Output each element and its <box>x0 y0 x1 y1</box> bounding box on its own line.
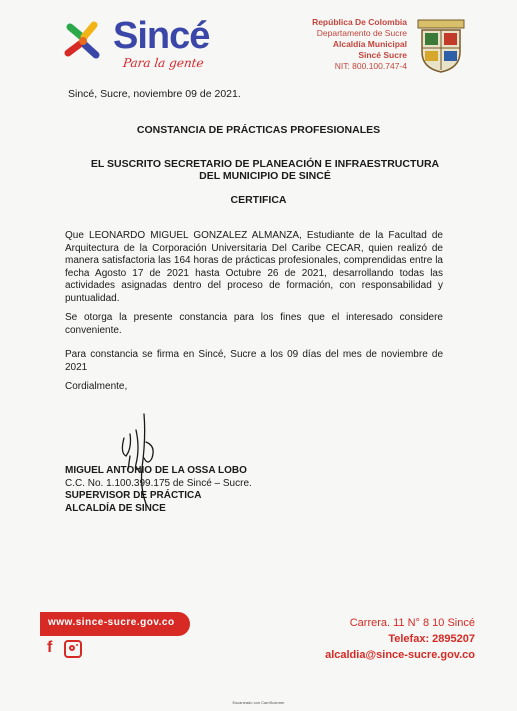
signature-block <box>65 465 252 515</box>
issuer-heading: EL SUSCRITO SECRETARIO DE PLANEACIÓN E INFRAESTRUCTURA DEL MUNICIPIO DE SINCÉ <box>90 158 440 182</box>
institution-header <box>312 17 407 72</box>
institution-line: Alcaldía Municipal <box>332 39 407 49</box>
website-link[interactable]: www.since-sucre.gov.co <box>48 617 175 628</box>
closing-text: Cordialmente, <box>65 381 128 392</box>
instagram-icon[interactable] <box>64 640 82 658</box>
footer-phone: Telefax: 2895207 <box>388 633 475 645</box>
signatory-office: ALCALDÍA DE SINCE <box>65 502 166 514</box>
footer-email[interactable]: alcaldia@since-sucre.gov.co <box>325 649 475 661</box>
institution-line: Sincé Sucre <box>358 50 407 60</box>
signatory-role: SUPERVISOR DE PRÁCTICA <box>65 490 202 501</box>
city-date: Sincé, Sucre, noviembre 09 de 2021. <box>68 88 241 100</box>
scanner-watermark: Escaneado con CamScanner <box>232 700 285 705</box>
logo-slogan: Para la gente <box>122 56 205 70</box>
facebook-icon[interactable]: f <box>47 639 53 656</box>
certification-paragraph: Que LEONARDO MIGUEL GONZALEZ ALMANZA, Estudiante de la Facultad de Arquitectura de la Corporación Universitaria Del Caribe CECAR, quien realizó de manera satisfactoria las 164 horas de prácticas profesionales, comprendidas entre la fecha Agosto 17 de 2021 hasta Octubre 26 de 2021, desarrollando todas las actividades asignadas dentro del proceso de formación, con responsabilidad y puntualidad. <box>65 230 443 304</box>
signatory-name: MIGUEL ANTONIO DE LA OSSA LOBO <box>65 465 247 476</box>
footer-address: Carrera. 11 N° 8 10 Sincé <box>349 617 475 629</box>
purpose-paragraph: Se otorga la presente constancia para los fines que el interesado considere conveniente. <box>65 312 443 336</box>
institution-line: NIT: 800.100.747-4 <box>334 61 407 71</box>
since-logo-icon <box>60 17 116 67</box>
certifica-heading: CERTIFICA <box>230 194 287 206</box>
institution-line: República De Colombia <box>312 17 407 27</box>
signing-paragraph: Para constancia se firma en Sincé, Sucre a los 09 días del mes de noviembre de 2021 <box>65 349 443 373</box>
signatory-id: C.C. No. 1.100.399.175 de Sincé – Sucre. <box>65 477 252 489</box>
logo-wordmark: Sincé <box>113 15 210 57</box>
document-title: CONSTANCIA DE PRÁCTICAS PROFESIONALES <box>136 124 381 136</box>
institution-line: Departamento de Sucre <box>316 28 407 38</box>
coat-of-arms-icon <box>416 18 466 74</box>
